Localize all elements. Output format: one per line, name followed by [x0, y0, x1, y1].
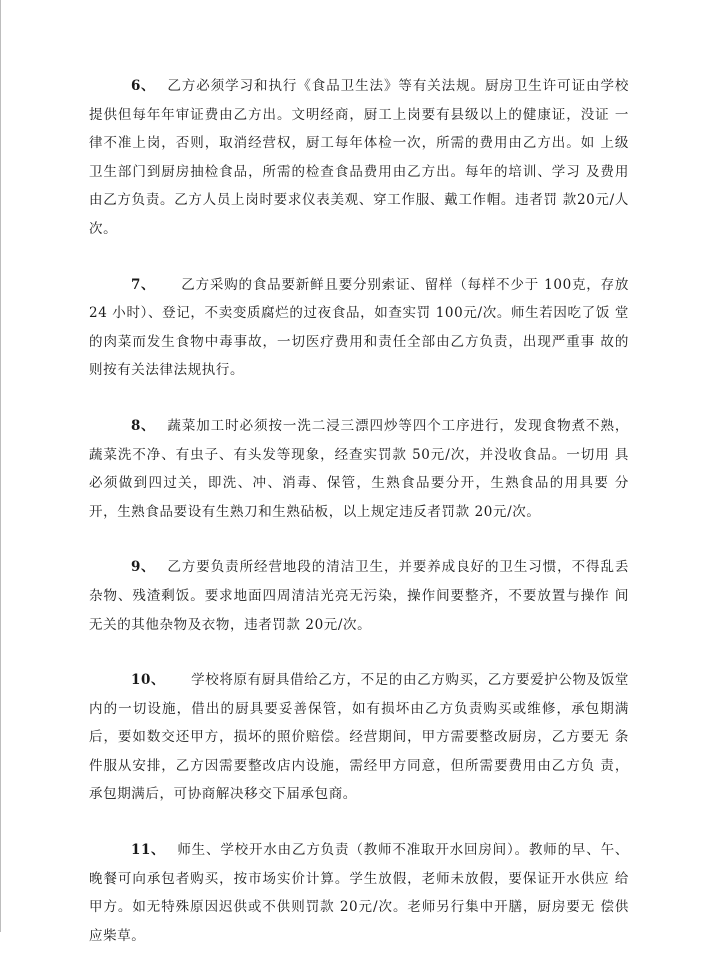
- clause-number: 10、: [131, 672, 166, 689]
- page-edge: [0, 0, 1, 932]
- clause-number: 7、: [131, 276, 156, 293]
- document-body: [89, 72, 629, 977]
- clause-6: [89, 72, 629, 244]
- clause-text: 蔬菜加工时必须按一洗二浸三漂四炒等四个工序进行，发现食物煮不熟，蔬菜洗不净、有虫子、有头发等现象，经查实罚款 50元/次，并没收食品。一切用 具必须做到四过关，即洗、冲、消毒、保管，生熟食品要分开，生熟食品的用具要 分开，生熟食品要设有生熟刀和生熟砧板，以上规定违反者罚款 20元/次。: [89, 417, 629, 520]
- clause-text: 学校将原有厨具借给乙方，不足的由乙方购买，乙方要爱护公物及饭堂内的一切设施，借出的厨具要妥善保管，如有损坏由乙方负责购买或维修，承包期满 后，要如数交还甲方，损坏的照价赔偿。经营期间，甲方需要整改厨房，乙方要无 条件服从安排，乙方因需要整改店内设施，需经甲方同意，但所需要费用由乙方负 责，承包期满后，可协商解决移交下届承包商。: [89, 672, 629, 803]
- clause-11: [89, 836, 629, 950]
- clause-10: [89, 666, 629, 809]
- clause-text: 乙方要负责所经营地段的清洁卫生，并要养成良好的卫生习惯，不得乱丢 杂物、残渣剩饭。要求地面四周清洁光亮无污染，操作间要整齐，不要放置与操作 间无关的其他杂物及衣物，违者罚款 20元/次。: [89, 559, 629, 633]
- clause-number: 8、: [131, 417, 156, 434]
- clause-9: [89, 553, 629, 639]
- clause-7: [89, 271, 629, 385]
- clause-number: 9、: [131, 559, 156, 576]
- clause-number: 6、: [131, 78, 156, 94]
- clause-number: 11、: [131, 842, 166, 859]
- clause-text: 乙方采购的食品要新鲜且要分别索证、留样（每样不少于 100克，存放24 小时）、登记，不卖变质腐烂的过夜食品，如查实罚 100元/次。师生若因吃了饭 堂的肉菜而发生食物中毒事故，一切医疗费用和责任全部由乙方负责，出现严重事 故的则按有关法律法规执行。: [89, 276, 629, 379]
- clause-text: 师生、学校开水由乙方负责（教师不准取开水回房间）。教师的早、午、 晚餐可向承包者购买，按市场实价计算。学生放假，老师未放假，要保证开水供应 给甲方。如无特殊原因迟供或不供则罚款 20元/次。老师另行集中开膳，厨房要无 偿供应柴草。: [89, 842, 629, 944]
- clause-8: [89, 412, 629, 526]
- clause-text: 乙方必须学习和执行《食品卫生法》等有关法规。厨房卫生许可证由学校 提供但每年年审证费由乙方出。文明经商，厨工上岗要有县级以上的健康证，没证 一律不准上岗，否则，取消经营权，厨工每年体检一次，所需的费用由乙方出。如 上级卫生部门到厨房抽检食品，所需的检查食品费用由乙方出。每年的培训、学习 及费用由乙方负责。乙方人员上岗时要求仪表美观、穿工作服、戴工作帽。违者罚 款20元/人次。: [89, 78, 629, 237]
